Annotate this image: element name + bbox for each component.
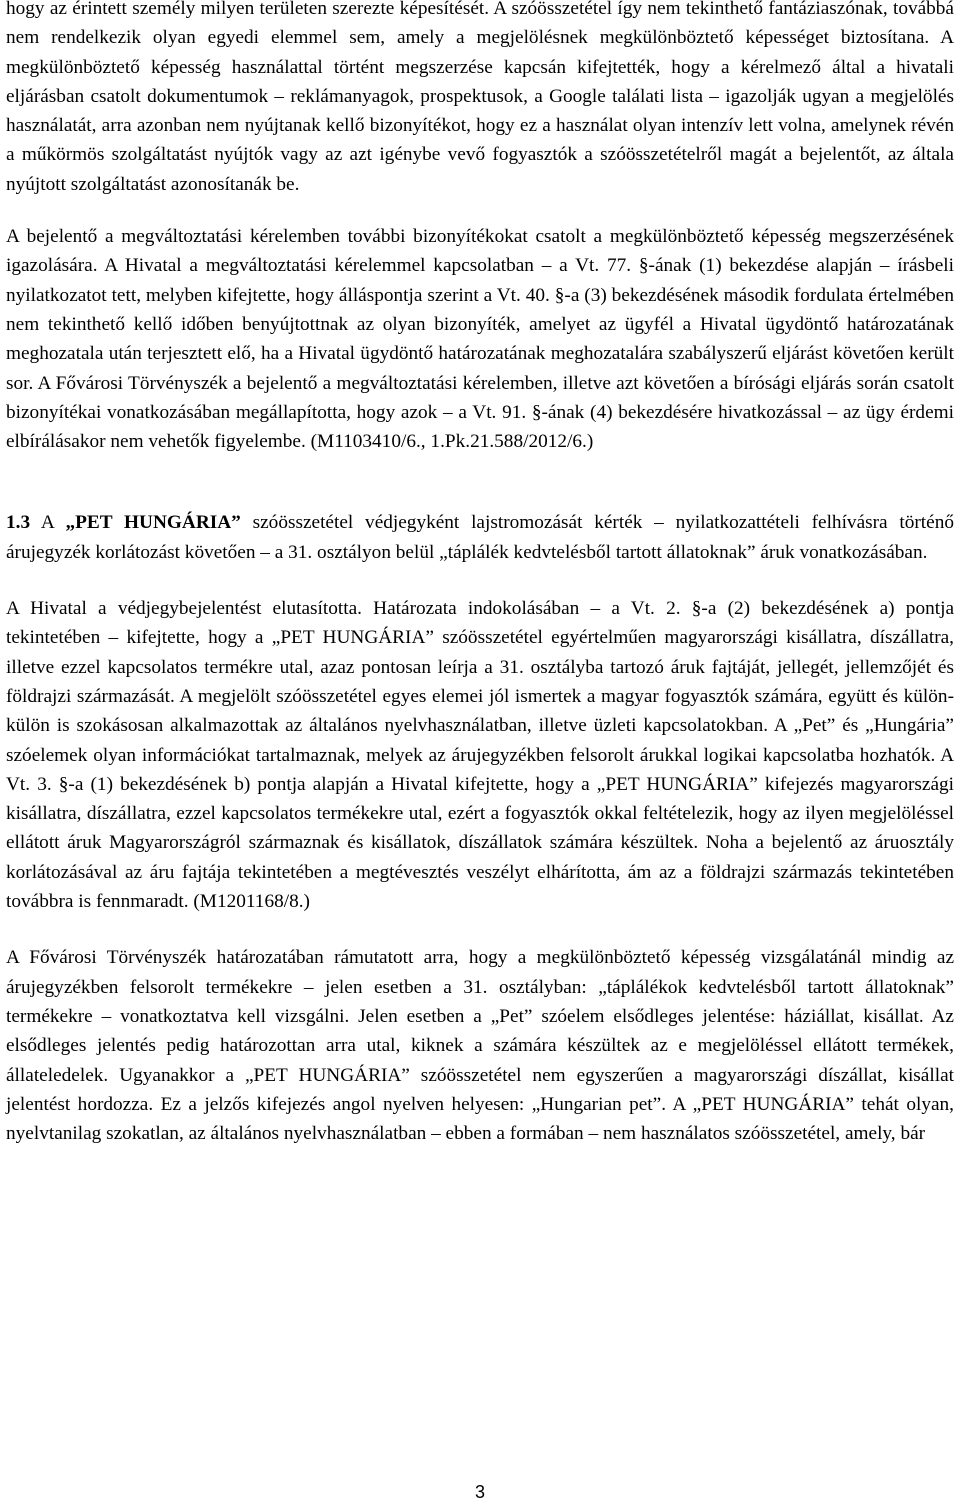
section-text-after-mark: szóösszetétel védjegyként lajstromozását kérték – nyilatkozattételi felhívásra történő árujegyzék korlátozást követően – a 31. osztályon belül „táplálék kedvtelésből tartott állatoknak” áruk vonatkozásában. [6,512,955,563]
document-page [6,0,954,1148]
section-number: 1.3 [6,512,31,534]
paragraph-evidence: A bejelentő a megváltoztatási kérelemben további bizonyítékokat csatolt a megkülönböztető képesség megszerzésének igazolására. A Hivatal a megváltoztatási kérelemmel kapcsolatban – a Vt. 77. §-ának (1) bekezdése alapján – írásbeli nyilatkozatot tett, melyben kifejtette, hogy álláspontja szerint a Vt. 40. §-a (3) bekezdésének második fordulata értelmében nem tekinthető kellő időben benyújtottnak az olyan bizonyíték, amelyet az ügyfél a Hivatal ügydöntő határozatának meghozatala után terjesztett elő, ha a Hivatal ügydöntő határozatának meghozatalára szabályszerű eljárást követően került sor. A Fővárosi Törvényszék a bejelentő a megváltoztatási kérelemben, illetve azt követően a bírósági eljárás során csatolt bizonyítékai vonatkozásában megállapította, hogy azok – a Vt. 91. §-ának (4) bekezdésére hivatkozással – az ügy érdemi elbírálásakor nem vehetők figyelembe. (M1103410/6., 1.Pk.21.588/2012/6.) [6,226,954,453]
section-1-3-paragraph [6,508,954,567]
paragraph-continuation: hogy az érintett személy milyen területen szerezte képesítését. A szóösszetétel így nem tekinthető fantáziaszónak, továbbá nem rendelkezik olyan egyedi elemmel sem, amely a megjelölésnek megkülönböztető képességet biztosítana. A megkülönböztető képesség használattal történt megszerzése kapcsán kifejtették, hogy a kérelmező által a hivatali eljárásban csatolt dokumentumok – reklámanyagok, prospektusok, a Google találati lista – igazolják ugyan a megjelölés használatát, arra azonban nem nyújtanak kellő bizonyítékot, hogy ez a használat olyan intenzív lett volna, amelynek révén a műkörmös szolgáltatást nyújtók vagy az azt igénybe vevő fogyasztók a szóösszetételről magát a bejelentőt, az általa nyújtott szolgáltatást azonosítanák be. [6,0,954,195]
page-number: 3 [474,1482,485,1502]
section-text-before-mark: A [30,512,66,534]
trademark-name: „PET HUNGÁRIA” [65,512,241,534]
paragraph-office-decision: A Hivatal a védjegybejelentést elutasította. Határozata indokolásában – a Vt. 2. §-a (2) bekezdésének a) pontja tekintetében – kifejtette, hogy a „PET HUNGÁRIA” szóösszetétel egyértelműen magyarországi kisállatra, díszállatra, illetve ezzel kapcsolatos termékre utal, azaz pontosan leírja a 31. osztályba tartozó áruk fajtáját, jellegét, jellemzőjét és földrajzi származását. A megjelölt szóösszetétel egyes elemei jól ismertek a magyar fogyasztók számára, együtt és külön-külön is szokásosan alkalmazottak az általános nyelvhasználatban, illetve üzleti kapcsolatokban. A „Pet” és „Hungária” szóelemek olyan információkat tartalmaznak, melyek az árujegyzékben felsorolt árukkal logikai kapcsolatba hozhatók. A Vt. 3. §-a (1) bekezdésének b) pontja alapján a Hivatal kifejtette, hogy a „PET HUNGÁRIA” kifejezés magyarországi kisállatra, díszállatra, ezzel kapcsolatos termékekre utal, ezért a fogyasztók okkal feltételezik, hogy az ilyen megjelöléssel ellátott áruk Magyarországról származnak és kisállatok, díszállatok számára készültek. Noha a bejelentő az áruosztály korlátozásával az áru fajtája tekintetében a megtévesztés veszélyt elhárította, ám az a földrajzi származás tekintetében továbbra is fennmaradt. (M1201168/8.) [6,598,954,913]
paragraph-court-ruling: A Fővárosi Törvényszék határozatában rámutatott arra, hogy a megkülönböztető képesség vizsgálatánál mindig az árujegyzékben felsorolt termékekre – jelen esetben a 31. osztályban: „táplálékok kedvtelésből tartott állatoknak” termékekre – vonatkoztatva kell vizsgálni. Jelen esetben a „Pet” szóelem elsődleges jelentése: háziállat, kisállat. Az elsődleges jelentés pedig határozottan arra utal, kiknek a számára készültek az e megjelöléssel ellátott termékek, állateledelek. Ugyanakkor a „PET HUNGÁRIA” szóösszetétel nem egyszerűen a magyarországi díszállat, kisállat jelentést hordozza. Ez a jelzős kifejezés angol nyelven helyesen: „Hungarian pet”. A „PET HUNGÁRIA” tehát olyan, nyelvtanilag szokatlan, az általános nyelvhasználatban – ebben a formában – nem használatos szóösszetétel, amely, bár [6,947,954,1145]
